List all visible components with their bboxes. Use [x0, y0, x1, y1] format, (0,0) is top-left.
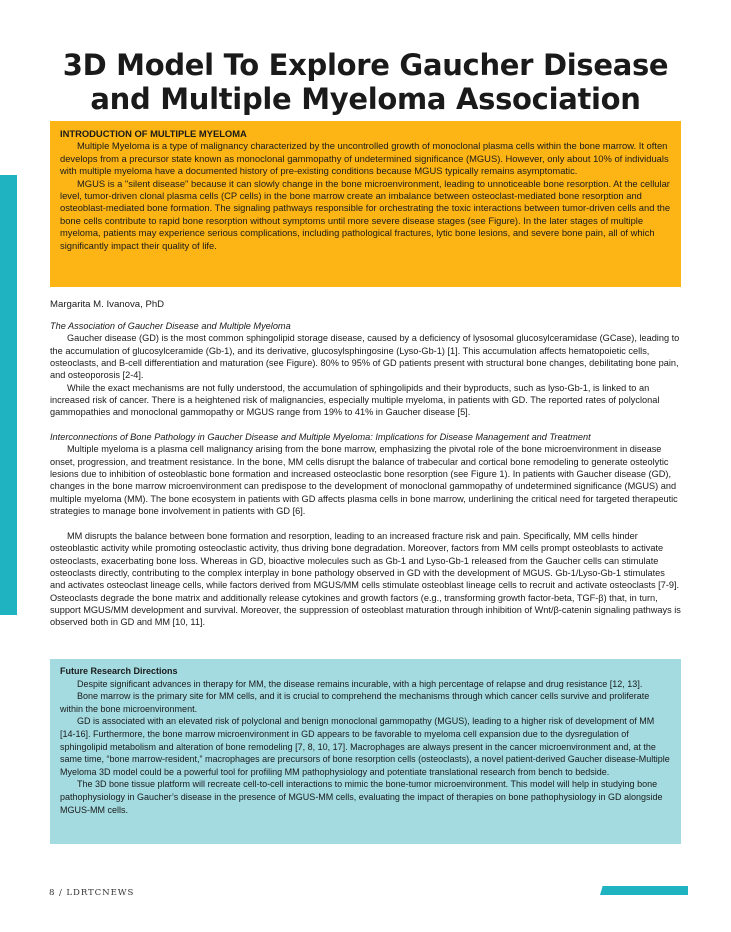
footer-accent-bar	[600, 886, 688, 895]
intro-heading: INTRODUCTION OF MULTIPLE MYELOMA	[60, 128, 247, 139]
body-paragraph: MM disrupts the balance between bone formation and resorption, leading to an increased fracture risk and pain. Specifically, MM cells hinder osteoblastic activity while promoting osteoclastic activity, thus driving bone degradation. Moreover, factors from MM cells prompt osteoblasts to activate osteoclasts, exacerbating bone loss. Whereas in GD, bioactive molecules such as Gb-1 and Lyso-Gb-1 released from the Gaucher cells can stimulate osteoclasts directly, contributing to the complex interplay in bone pathology observed in GD with the development of MGUS. Gb-1/Lyso-Gb-1 stimulates and activates osteoclast lineage cells, while factors derived from MGUS/MM cells stimulate osteoblast lineage cells to recruit and activate osteoclasts [7-9]. Osteoclasts degrade the bone matrix and additionally release cytokines and growth factors (e.g., transforming growth factor-beta, TGF-β) that, in turn, support MGUS/MM development and survival. Moreover, the suppression of osteoblast maturation through inhibition of Wnt/β-catenin signaling pathways is observed both in GD and MM [10, 11].	[50, 530, 681, 628]
title-line-2: and Multiple Myeloma Association	[90, 82, 641, 116]
body-paragraph: Multiple myeloma is a plasma cell malignancy arising from the bone marrow, emphasizing the pivotal role of the bone microenvironment in disease onset, progression, and treatment resistance. In the bone, MM cells disrupt the balance of trabecular and cortical bone remodeling to generate osteolytic lesions due to inhibition of osteoblastic bone formation and increased osteoclastic bone resorption (see Figure 1). In patients with Gaucher disease (GD), changes in the bone marrow microenvironment can predispose to the development of monoclonal gammopathy of undetermined significance (MGUS) and multiple myeloma (MM). The bone ecosystem in patients with GD affects plasma cells in bone marrow, underlining the critical need for targeted therapeutic strategies to manage bone involvement in patients with GD [6].	[50, 444, 678, 517]
title-line-1: 3D Model To Explore Gaucher Disease	[62, 48, 669, 82]
section-title: Interconnections of Bone Pathology in Gaucher Disease and Multiple Myeloma: Implications for Disease Management and Treatment	[50, 432, 591, 443]
future-research-box	[50, 659, 681, 844]
intro-paragraph: MGUS is a "silent disease" because it can slowly change in the bone microenvironment, leading to unnoticeable bone resorption. At the cellular level, tumor-driven clonal plasma cells (CP cells) in the bone marrow create an imbalance between osteoclast-mediated bone resorption and osteoblast-mediated bone formation. The signaling pathways responsible for orchestrating the toxic interactions between tumor-driven cells and the bone cells contribute to rapid bone resorption without symptoms until more severe disease stages (see Figure). In the later stages of multiple myeloma, patients may experience serious complications, including pathological fractures, lytic bone lesions, and severe bone pain, all of which significantly impact their quality of life.	[60, 177, 671, 251]
future-paragraph: The 3D bone tissue platform will recreate cell-to-cell interactions to mimic the bone-tumor microenvironment. This model will help in studying bone pathophysiology in Gaucher’s disease in the presence of MGUS-MM cells, evaluating the impact of therapies on bone pathophysiology in GD alongside MGUS-MM cells.	[60, 779, 663, 815]
section-title: The Association of Gaucher Disease and Multiple Myeloma	[50, 321, 291, 331]
intro-paragraph: Multiple Myeloma is a type of malignancy characterized by the uncontrolled growth of monoclonal plasma cells within the bone marrow. It often develops from a precursor state known as monoclonal gammopathy of undetermined significance (MGUS). However, only about 10% of individuals with multiple myeloma have a documented history of pre-existing conditions because MGUS typically remains asymptomatic.	[60, 140, 669, 177]
body-paragraph: While the exact mechanisms are not fully understood, the accumulation of sphingolipids and their byproducts, such as lyso-Gb-1, is linked to an increased risk of cancer. There is a heightened risk of malignancies, especially multiple myeloma, in patients with GD. The reported rates of polyclonal gammopathies and monoclonal gammopathy or MGUS range from 19% to 41% in Gaucher disease [5].	[50, 382, 660, 418]
page-footer: 8 / LDRTCNEWS	[49, 888, 135, 898]
left-accent-stripe	[0, 175, 17, 615]
intro-box	[50, 121, 681, 287]
future-paragraph: Despite significant advances in therapy for MM, the disease remains incurable, with a high percentage of relapse and drug resistance [12, 13].	[77, 678, 643, 689]
author-byline: Margarita M. Ivanova, PhD	[50, 299, 165, 310]
article-body	[50, 320, 681, 629]
page-title	[40, 48, 691, 116]
body-paragraph: Gaucher disease (GD) is the most common sphingolipid storage disease, caused by a deficiency of lysosomal glucosylceramidase (GCase), leading to the accumulation of glucosylceramide (Gb-1), and its derivative, glucosylsphingosine (Lyso-Gb-1) [1]. This accumulation affects hematopoietic cells, osteoclasts, and B-cell differentiation and maturation (see Figure). 80% to 95% of GD patients present with structural bone changes, debilitating bone pain, and osteoporosis [2-4].	[50, 333, 680, 381]
future-paragraph: Bone marrow is the primary site for MM cells, and it is crucial to comprehend the mechanisms through which cancer cells survive and proliferate within the bone microenvironment.	[60, 691, 650, 714]
future-paragraph: GD is associated with an elevated risk of polyclonal and benign monoclonal gammopathy (MGUS), leading to a higher risk of development of MM [14-16]. Furthermore, the bone marrow microenvironment in GD appears to be favorable to myeloma cell expansion due to the dysregulation of sphingolipid metabolism and alteration of bone remodeling [7, 8, 10, 17]. Macrophages are always present in the cancer microenvironment and, at the same time, “bone marrow-resident,” macrophages are precursors of bone resorption cells (osteoclasts), a novel patient-derived Gaucher disease-Multiple Myeloma 3D model could be a powerful tool for profiling MM pathophysiology and potentiate translational research from bench to bedside.	[60, 716, 670, 777]
future-heading: Future Research Directions	[60, 666, 178, 676]
